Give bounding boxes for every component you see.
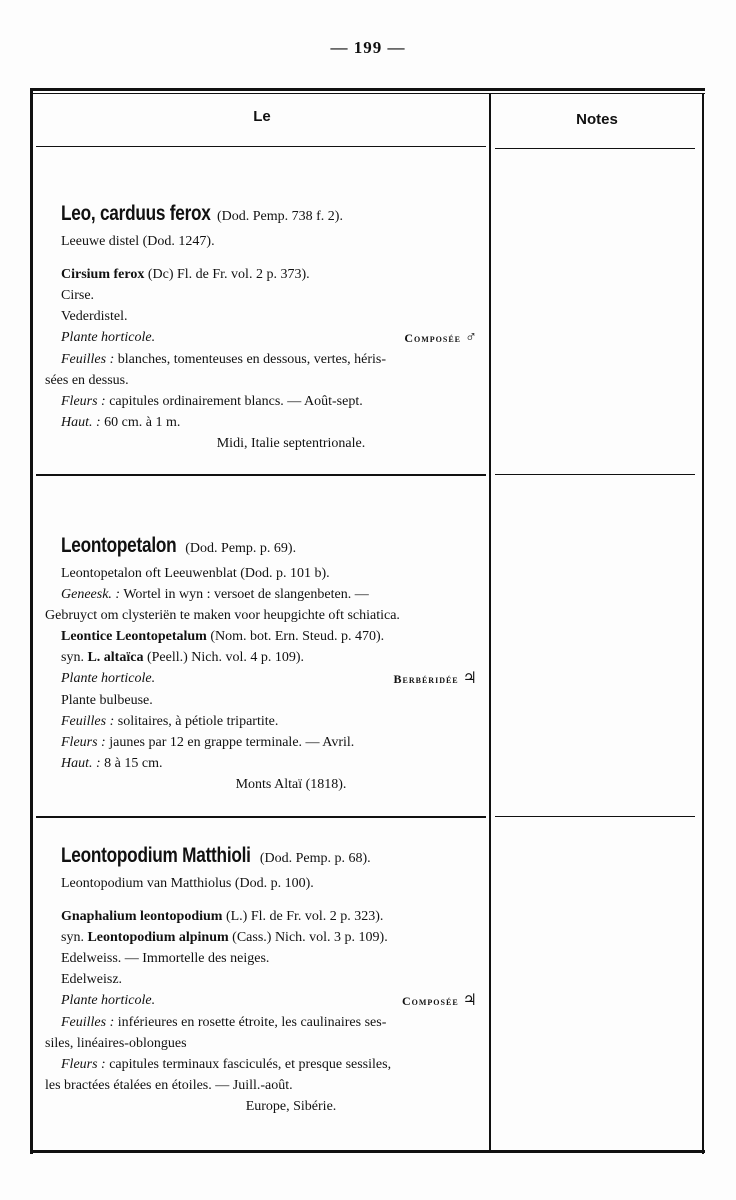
entry-line: Gebruyct om clysteriën te maken voor heupgichte oft schiatica. <box>45 608 400 623</box>
entry-title: Leontopetalon <box>61 534 177 557</box>
entry-separator-1-notes <box>495 474 695 475</box>
header-rule-left <box>36 146 486 147</box>
entry-line: Edelweisz. <box>61 972 123 987</box>
table-top-border-inner <box>30 93 705 94</box>
entry-title-ref: (Dod. Pemp. p. 68). <box>259 851 371 866</box>
perennial-symbol-icon: ♃ <box>462 670 477 687</box>
entry-line: Gnaphalium leontopodium (L.) Fl. de Fr. vol. 2 p. 323). <box>61 909 384 924</box>
entry-line: Plante bulbeuse. <box>61 693 153 708</box>
entry-heading <box>45 200 477 231</box>
entry-region: Europe, Sibérie. <box>245 1099 337 1114</box>
entry-title: Leontopodium Matthioli <box>61 844 251 867</box>
entry-separator-2 <box>36 816 486 818</box>
entry-leontopodium-matthioli <box>45 842 477 1117</box>
male-symbol-icon: ♂ <box>465 329 477 346</box>
column-divider <box>489 94 491 1152</box>
entry-line: Leontice Leontopetalum (Nom. bot. Ern. Steud. p. 470). <box>61 629 385 644</box>
entry-line: les bractées étalées en étoiles. — Juill.-août. <box>45 1078 293 1093</box>
entry-leo-carduus-ferox <box>45 200 477 454</box>
entry-line: Leontopetalon oft Leeuwenblat (Dod. p. 101 b). <box>61 566 330 581</box>
entry-title: Leo, carduus ferox <box>61 202 211 225</box>
table-bottom-border <box>30 1150 705 1153</box>
entry-line: Cirse. <box>61 288 95 303</box>
entry-line: Leeuwe distel (Dod. 1247). <box>61 234 215 249</box>
perennial-symbol-icon: ♃ <box>462 992 477 1009</box>
entry-line: Fleurs : capitules ordinairement blancs. — Août-sept. <box>61 394 363 409</box>
entry-plante-row: Plante horticole. Berbéridée ♃ <box>61 670 477 687</box>
table-top-border <box>30 88 705 91</box>
entry-heading <box>45 532 477 563</box>
entry-line: Haut. : 8 à 15 cm. <box>61 756 163 771</box>
entry-line: Fleurs : jaunes par 12 en grappe terminale. — Avril. <box>61 735 355 750</box>
header-left: Le <box>253 108 271 125</box>
entry-plante-row: Plante horticole. Composée ♃ <box>61 992 477 1009</box>
entry-plante-row: Plante horticole. Composée ♂ <box>61 329 477 346</box>
entry-region: Midi, Italie septentrionale. <box>216 436 366 451</box>
entry-title-ref: (Dod. Pemp. 738 f. 2). <box>216 209 343 224</box>
entry-line: syn. Leontopodium alpinum (Cass.) Nich. vol. 3 p. 109). <box>61 930 388 945</box>
entry-title-ref: (Dod. Pemp. p. 69). <box>185 541 297 556</box>
table-right-border <box>702 94 704 1154</box>
header-right: Notes <box>576 111 618 128</box>
entry-line: Feuilles : solitaires, à pétiole tripartite. <box>61 714 279 729</box>
family-label: Berbéridée <box>393 672 459 686</box>
entry-line: Vederdistel. <box>61 309 128 324</box>
entry-line: Edelweiss. — Immortelle des neiges. <box>61 951 270 966</box>
entry-line: Cirsium ferox (Dc) Fl. de Fr. vol. 2 p. 373). <box>61 267 310 282</box>
page-number: — 199 — <box>330 38 406 57</box>
entry-line: Geneesk. : Wortel in wyn : versoet de slangenbeten. — <box>61 587 369 602</box>
entry-separator-1 <box>36 474 486 476</box>
entry-line: Leontopodium van Matthiolus (Dod. p. 100). <box>61 876 314 891</box>
entry-separator-2-notes <box>495 816 695 817</box>
entry-line: syn. L. altaïca (Peell.) Nich. vol. 4 p. 109). <box>61 650 305 665</box>
family-label: Composée <box>401 994 459 1008</box>
entry-line: sées en dessus. <box>45 373 129 388</box>
family-label: Composée <box>404 331 461 345</box>
entry-line: Haut. : 60 cm. à 1 m. <box>61 415 181 430</box>
entry-leontopetalon <box>45 532 477 795</box>
table-left-border <box>30 88 33 1154</box>
entry-line: Fleurs : capitules terminaux fasciculés, et presque sessiles, <box>61 1057 392 1072</box>
entry-region: Monts Altaï (1818). <box>235 777 347 792</box>
entry-line: Feuilles : blanches, tomenteuses en dessous, vertes, héris- <box>61 352 387 367</box>
entry-heading <box>45 842 477 873</box>
entry-line: siles, linéaires-oblongues <box>45 1036 187 1051</box>
entry-line: Feuilles : inférieures en rosette étroite, les caulinaires ses- <box>61 1015 387 1030</box>
header-rule-right <box>495 148 695 149</box>
